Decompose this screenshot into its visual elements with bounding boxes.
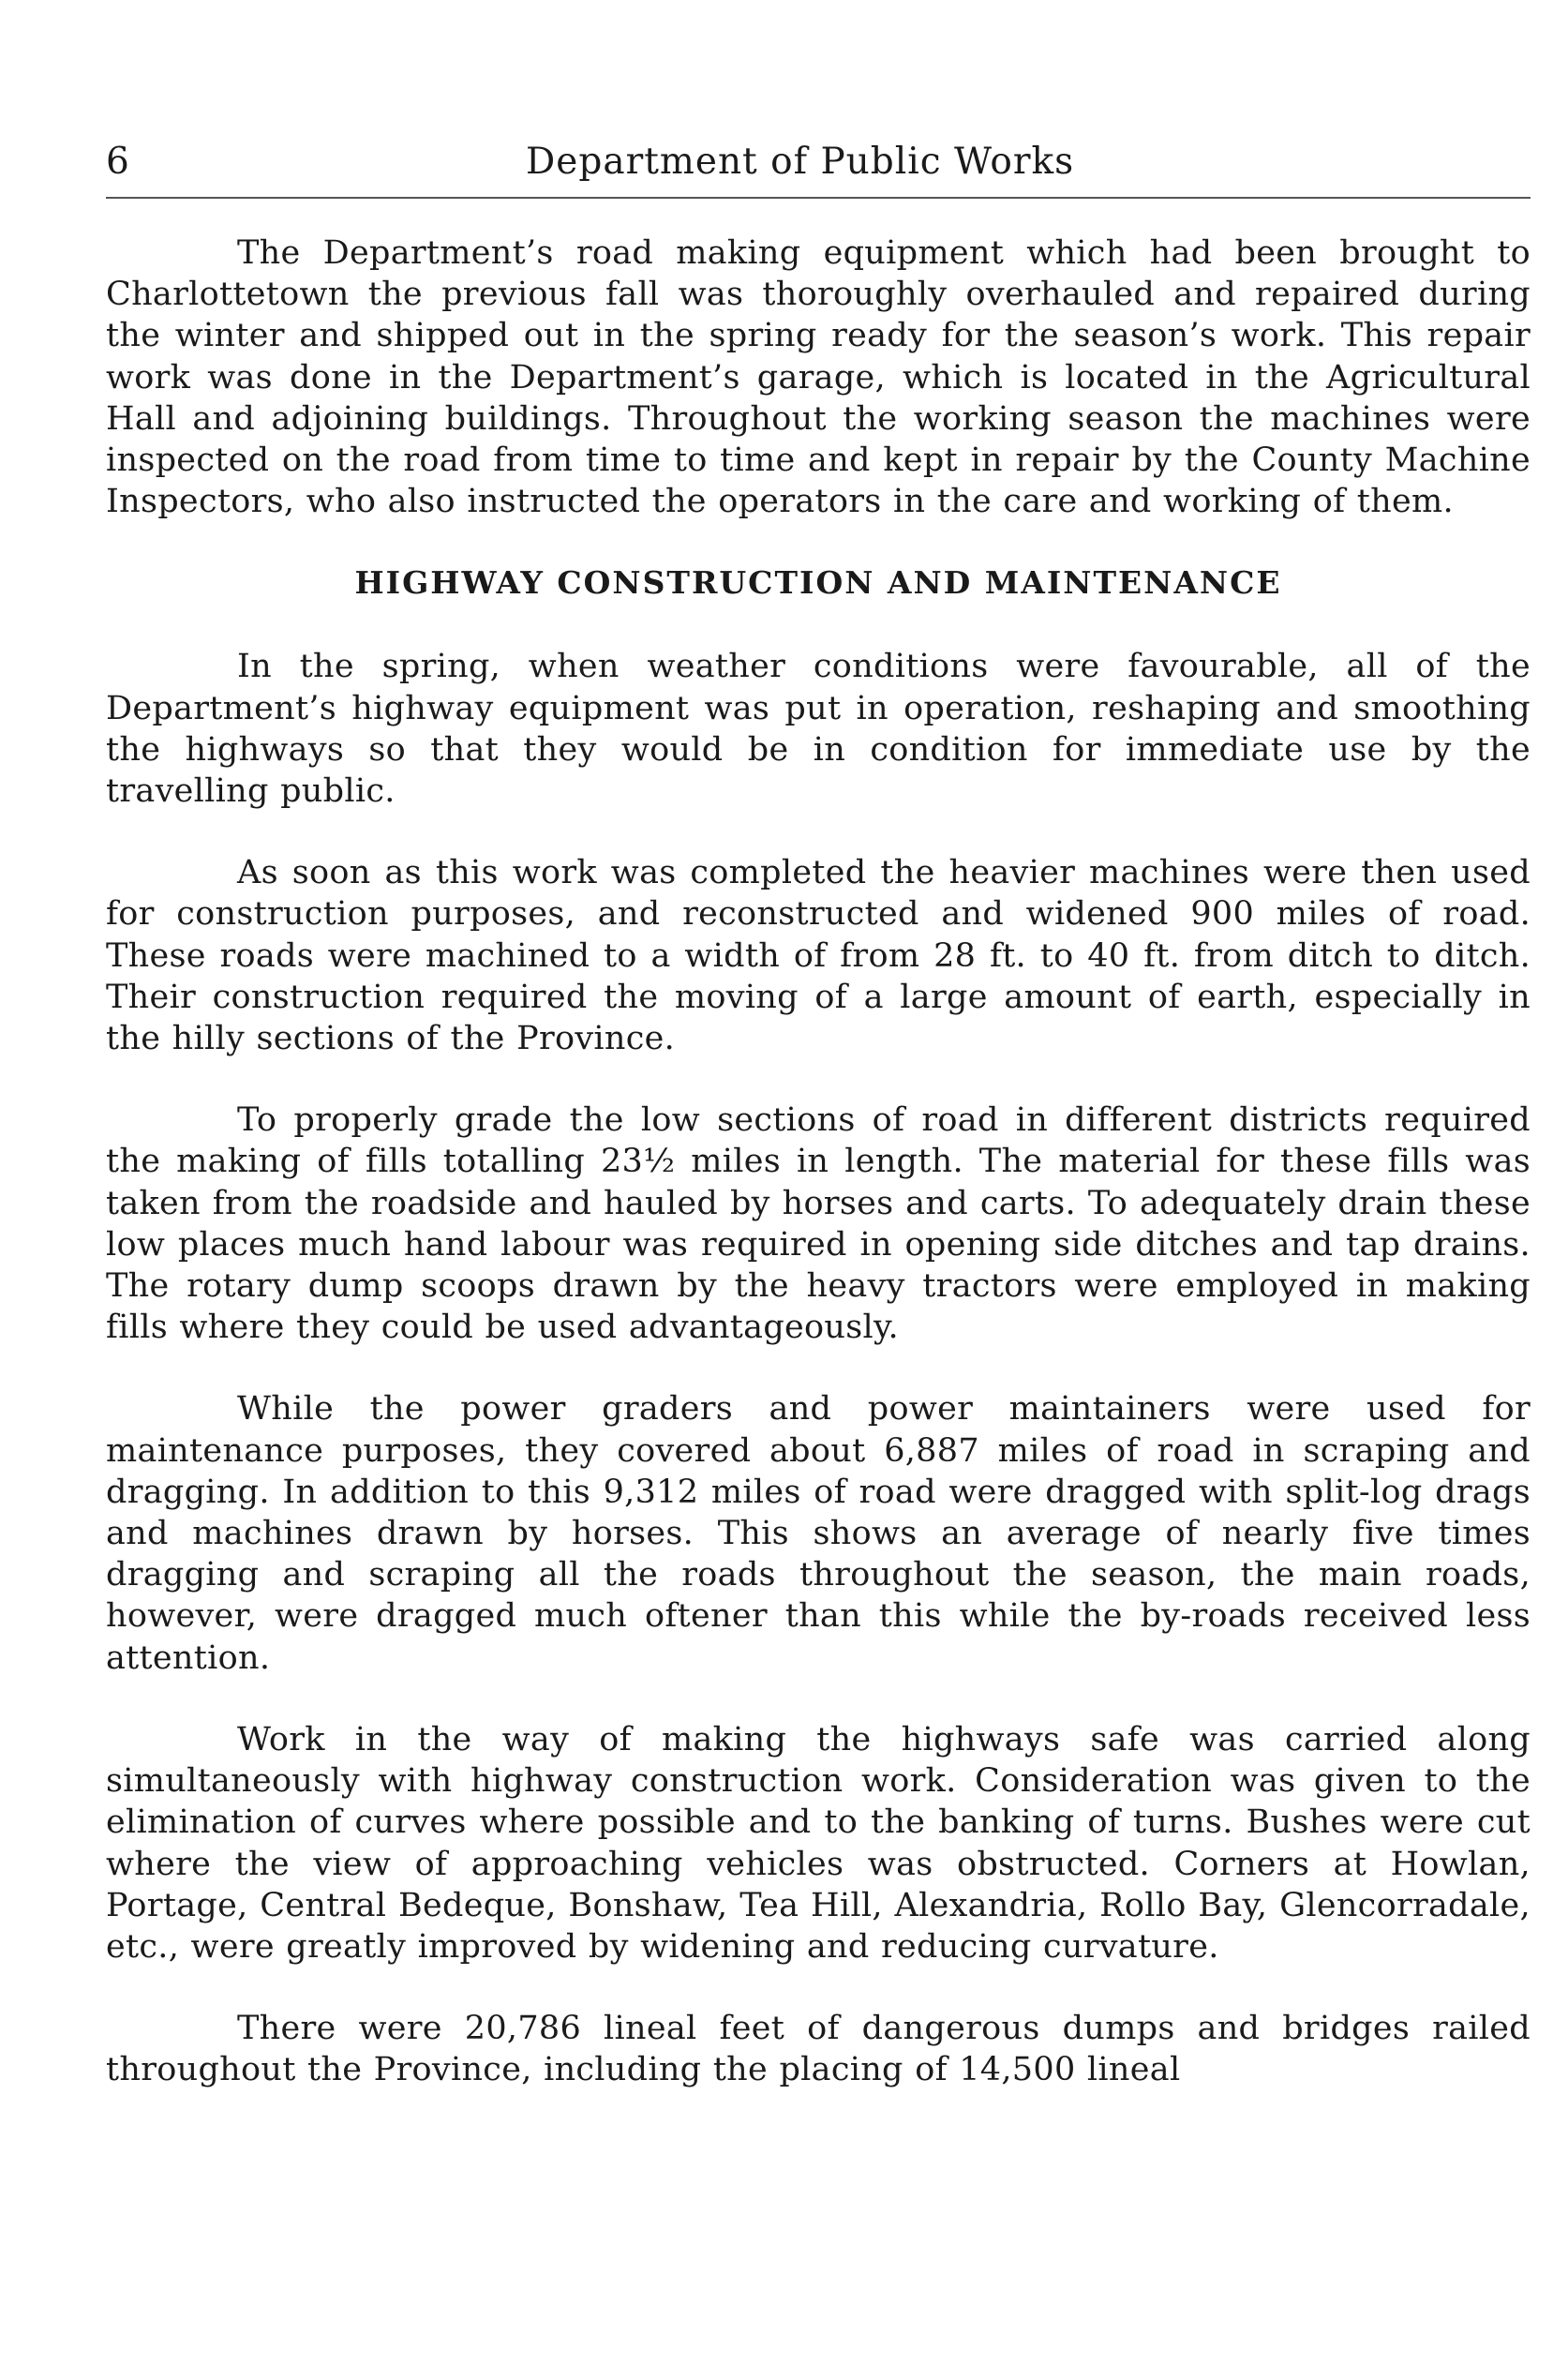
paragraph-maintenance: While the power graders and power maintainers were used for maintenance purposes, they covered about 6,887 miles of road in scraping and dragging. In addition to this 9,312 miles of road were dragged with split-log drags and machines drawn by horses. This shows an average of nearly five times dragging and scraping all the roads throughout the season, the main roads, however, were dragged much oftener than this while the by-roads received less attention.: [106, 1390, 1531, 1677]
page-body: [106, 232, 1531, 2091]
paragraph-railing: There were 20,786 lineal feet of dangerous dumps and bridges railed throughout the Province, including the placing of 14,500 lineal: [106, 2010, 1531, 2089]
running-header: [106, 141, 1531, 199]
paragraph-road-equipment: The Department’s road making equipment which had been brought to Charlottetown the previous fall was thoroughly overhauled and repaired during the winter and shipped out in the spring ready for the season’s work. This repair work was done in the Department’s garage, which is located in the Agricultural Hall and adjoining buildings. Throughout the working season the machines were inspected on the road from time to time and kept in repair by the County Machine Inspectors, who also instructed the operators in the care and working of them.: [106, 234, 1531, 521]
section-heading: HIGHWAY CONSTRUCTION AND MAINTENANCE: [354, 564, 1282, 602]
paragraph-construction: As soon as this work was completed the heavier machines were then used for construction purposes, and reconstructed and widened 900 miles of road. These roads were machined to a width of from 28 ft. to 40 ft. from ditch to ditch. Their construction required the moving of a large amount of earth, especially in the hilly sections of the Province.: [106, 854, 1531, 1058]
header-rule: [106, 197, 1531, 199]
page-number: 6: [106, 141, 129, 183]
paragraph-fills-drainage: To properly grade the low sections of road in different districts required the making of fills totalling 23½ miles in length. The material for these fills was taken from the roadside and hauled by horses and carts. To adequately drain these low places much hand labour was required in opening side ditches and tap drains. The rotary dump scoops drawn by the heavy tractors were employed in making fills where they could be used advantageously.: [106, 1101, 1531, 1347]
paragraph-spring-operation: In the spring, when weather conditions were favourable, all of the Department’s highway equipment was put in operation, reshaping and smoothing the highways so that they would be in condition for immediate use by the travelling public.: [106, 648, 1531, 811]
paragraph-safety: Work in the way of making the highways safe was carried along simultaneously with highway construction work. Consideration was given to the elimination of curves where possible and to the banking of turns. Bushes were cut where the view of approaching vehicles was obstructed. Corners at Howlan, Portage, Central Bedeque, Bonshaw, Tea Hill, Alexandria, Rollo Bay, Glencorradale, etc., were greatly improved by widening and reducing curvature.: [106, 1720, 1531, 1966]
running-title: Department of Public Works: [526, 141, 1075, 183]
